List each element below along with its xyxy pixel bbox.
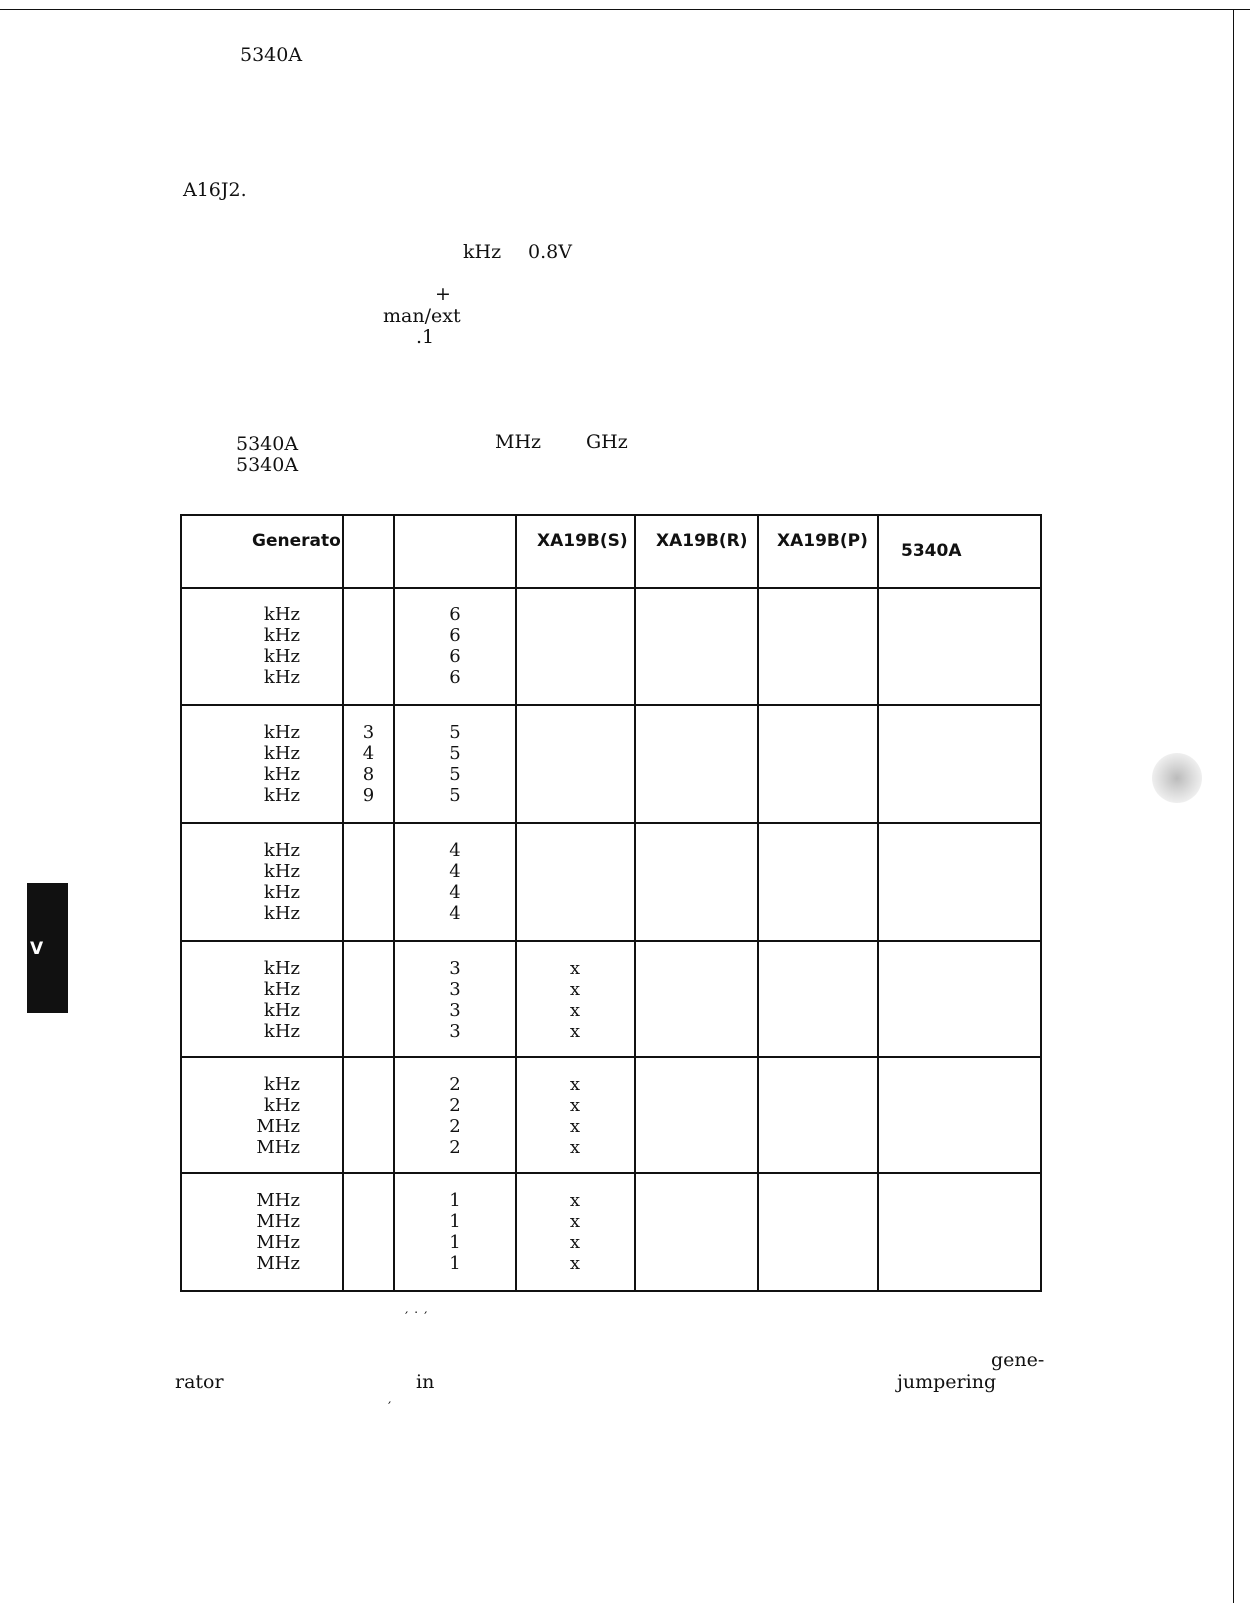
group-6-units: MHz MHz MHz MHz [256,1190,300,1274]
ghz-text: GHz [586,431,628,453]
plus-sign: + [435,283,451,305]
header-xa19b-r: XA19B(R) [656,531,748,551]
group-1-col4 [555,604,595,688]
table-bottom-border [180,1290,1042,1292]
mhz-text: MHz [495,431,542,453]
footer-jumpering: jumpering [897,1371,997,1393]
group-separator-4 [180,1056,1042,1058]
section-tab-label: V [30,939,44,959]
col-divider-2 [393,514,395,1292]
group-4-units: kHz kHz kHz kHz [263,958,300,1042]
model-line-1: 5340A [236,433,299,455]
right-margin-rule [1233,9,1234,1603]
connector-ref: A16J2. [183,179,247,201]
header-generator: Generato [252,531,341,551]
table-top-border [180,514,1042,516]
group-5-col4: x x x x [569,1074,581,1158]
group-3-col4 [555,840,595,924]
section-tab [27,883,68,1013]
col-divider-6 [877,514,879,1292]
col-divider-5 [757,514,759,1292]
header-model: 5340A [901,541,962,561]
scan-mark: ′ ˙ ′ [405,1310,428,1326]
group-separator-5 [180,1172,1042,1174]
group-5-units: kHz kHz MHz MHz [256,1074,300,1158]
group-1-col2 [344,604,393,688]
group-separator-3 [180,940,1042,942]
group-2-units: kHz kHz kHz kHz [263,722,300,806]
group-6-col4: x x x x [569,1190,581,1274]
group-2-col4 [555,722,595,806]
col-divider-4 [634,514,636,1292]
step-text: .1 [416,326,435,348]
group-3-col3: 4 4 4 4 [449,840,461,924]
group-3-col2 [344,840,393,924]
voltage-text: 0.8V [528,241,572,263]
group-6-col3: 1 1 1 1 [449,1190,461,1274]
group-5-col2 [344,1074,393,1158]
page-header-model: 5340A [240,44,303,66]
model-line-2: 5340A [236,454,299,476]
group-2-col2: 3 4 8 9 [362,722,375,806]
mode-text: man/ext [383,305,461,327]
freq-unit-text: kHz [463,241,502,263]
table-left-border [180,514,182,1292]
group-4-col3: 3 3 3 3 [449,958,461,1042]
col-divider-3 [515,514,517,1292]
group-4-col2 [344,958,393,1042]
group-3-units: kHz kHz kHz kHz [263,840,300,924]
scan-mark: ′ [388,1400,392,1416]
top-rule [0,9,1250,10]
scan-blot-image [1152,753,1202,803]
header-xa19b-p: XA19B(P) [777,531,868,551]
header-separator [180,587,1042,589]
footer-gene: gene- [991,1349,1045,1371]
group-5-col3: 2 2 2 2 [449,1074,461,1158]
group-separator-1 [180,704,1042,706]
group-1-col3: 6 6 6 6 [449,604,461,688]
group-1-units: kHz kHz kHz kHz [263,604,300,688]
group-2-col3: 5 5 5 5 [449,722,461,806]
footer-in: in [416,1371,435,1393]
group-separator-2 [180,822,1042,824]
group-4-col4: x x x x [569,958,581,1042]
footer-rator: rator [175,1371,224,1393]
header-xa19b-s: XA19B(S) [537,531,628,551]
table-right-border [1040,514,1042,1292]
group-6-col2 [344,1190,393,1274]
